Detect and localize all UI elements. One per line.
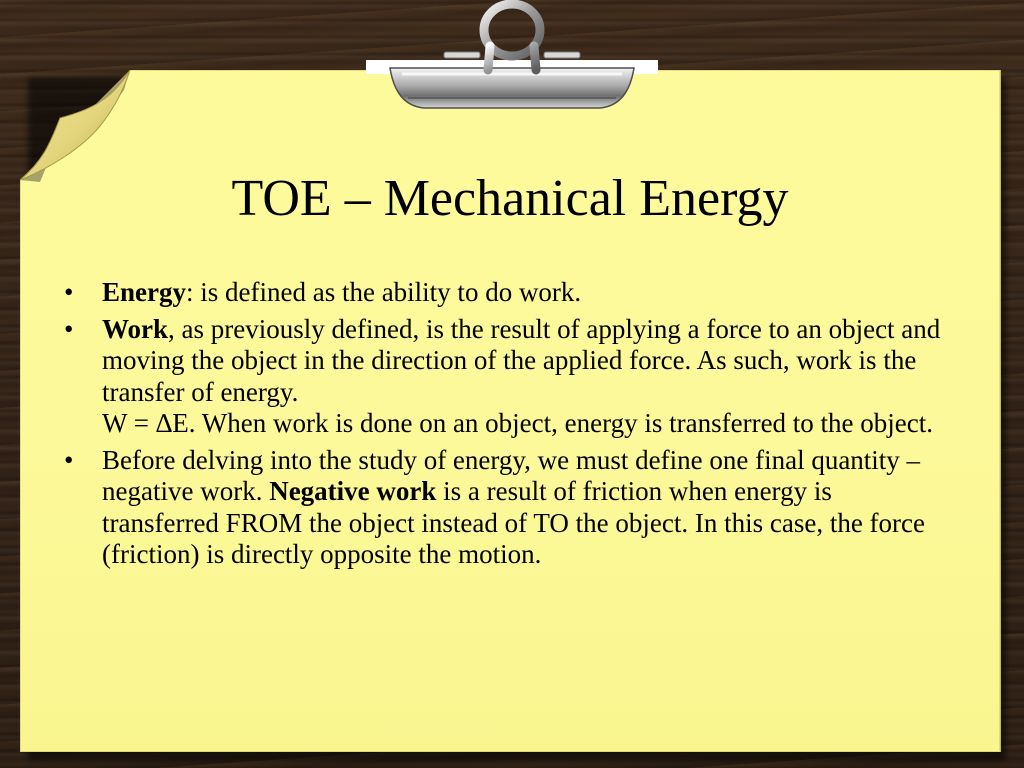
definition-negative-work: is a result of friction when energy is transferred FROM the object instead of TO the object. In this case, the force (friction) is directly opposite the motion. xyxy=(102,476,925,569)
work-paragraph xyxy=(102,314,944,409)
term-work: Work xyxy=(102,313,169,344)
bullet-item-negative-work xyxy=(64,445,944,571)
slide-title: TOE – Mechanical Energy xyxy=(231,170,789,227)
term-negative-work: Negative work xyxy=(269,476,437,506)
bullet-dot-icon: • xyxy=(64,313,74,344)
bullet-item-work xyxy=(64,314,944,440)
term-energy: Energy xyxy=(102,277,186,307)
bullet-dot-icon: • xyxy=(64,444,74,475)
work-equation-line: W = ∆E. When work is done on an object, energy is transferred to the object. xyxy=(102,408,934,438)
bullet-list xyxy=(64,277,944,576)
definition-energy: : is defined as the ability to do work. xyxy=(186,277,582,307)
negative-work-intro: Before delving into the study of energy, we must define one final quantity – negative work. xyxy=(102,444,921,506)
definition-work: , as previously defined, is the result of applying a force to an object and moving the object in the direction of the applied force. As such, work is the transfer of energy. xyxy=(102,313,941,407)
slide-content xyxy=(20,70,1000,752)
bullet-dot-icon: • xyxy=(64,277,74,307)
bullet-item-energy xyxy=(64,277,944,309)
